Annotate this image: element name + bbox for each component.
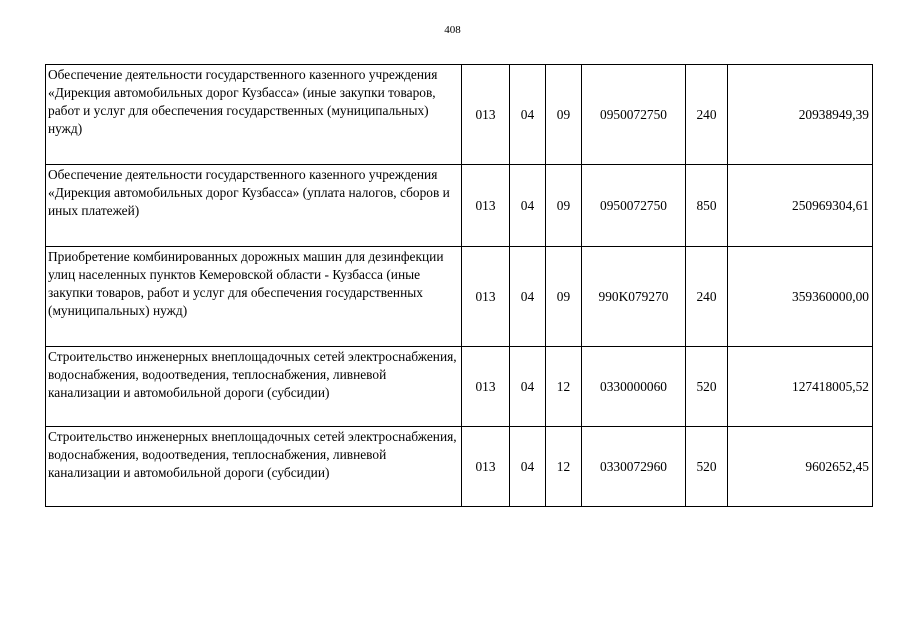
ministry-code: 013: [462, 347, 510, 427]
target-article-code: 0950072750: [582, 165, 686, 247]
expense-type-code: 520: [686, 347, 728, 427]
section-code: 04: [510, 247, 546, 347]
page-number: 408: [444, 24, 461, 36]
section-code: 04: [510, 165, 546, 247]
expense-type-code: 240: [686, 65, 728, 165]
amount-value: 359360000,00: [728, 247, 873, 347]
amount-value: 250969304,61: [728, 165, 873, 247]
budget-table: [45, 64, 873, 507]
expense-type-code: 850: [686, 165, 728, 247]
target-article-code: 0950072750: [582, 65, 686, 165]
ministry-code: 013: [462, 247, 510, 347]
table-row: [46, 65, 873, 165]
target-article-code: 0330072960: [582, 427, 686, 507]
table-row: [46, 427, 873, 507]
subsection-code: 09: [546, 165, 582, 247]
section-code: 04: [510, 347, 546, 427]
amount-value: 20938949,39: [728, 65, 873, 165]
section-code: 04: [510, 427, 546, 507]
row-description: Обеспечение деятельности государственного казенного учреждения «Дирекция автомобильных дорог Кузбасса» (иные закупки товаров, работ и услуг для обеспечения государственных (муниципальных) нужд): [46, 65, 462, 165]
ministry-code: 013: [462, 65, 510, 165]
row-description: Строительство инженерных внеплощадочных сетей электроснабжения, водоснабжения, водоотведения, теплоснабжения, ливневой канализации и автомобильной дороги (субсидии): [46, 347, 462, 427]
ministry-code: 013: [462, 427, 510, 507]
section-code: 04: [510, 65, 546, 165]
expense-type-code: 520: [686, 427, 728, 507]
table-row: [46, 347, 873, 427]
row-description: Обеспечение деятельности государственного казенного учреждения «Дирекция автомобильных дорог Кузбасса» (уплата налогов, сборов и иных платежей): [46, 165, 462, 247]
ministry-code: 013: [462, 165, 510, 247]
target-article-code: 990K079270: [582, 247, 686, 347]
subsection-code: 09: [546, 247, 582, 347]
amount-value: 9602652,45: [728, 427, 873, 507]
target-article-code: 0330000060: [582, 347, 686, 427]
table-row: [46, 165, 873, 247]
subsection-code: 12: [546, 347, 582, 427]
row-description: Приобретение комбинированных дорожных машин для дезинфекции улиц населенных пунктов Кемеровской области - Кузбасса (иные закупки товаров, работ и услуг для обеспечения государственных (муниципальных) нужд): [46, 247, 462, 347]
amount-value: 127418005,52: [728, 347, 873, 427]
subsection-code: 12: [546, 427, 582, 507]
table-row: [46, 247, 873, 347]
row-description: Строительство инженерных внеплощадочных сетей электроснабжения, водоснабжения, водоотведения, теплоснабжения, ливневой канализации и автомобильной дороги (субсидии): [46, 427, 462, 507]
subsection-code: 09: [546, 65, 582, 165]
expense-type-code: 240: [686, 247, 728, 347]
